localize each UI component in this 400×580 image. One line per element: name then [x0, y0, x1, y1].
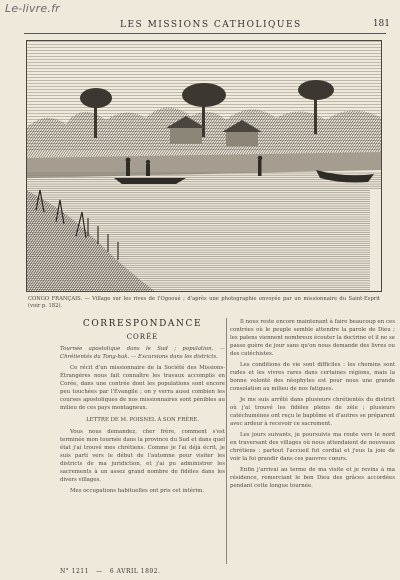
issue-number: N° 1211	[60, 568, 89, 575]
issue-date: 6 AVRIL 1892.	[109, 568, 161, 575]
left-column	[60, 318, 225, 498]
region-heading: CORÉE	[126, 333, 159, 341]
letter-heading: LETTRE DE M. POISNEL À SON FRÈRE.	[86, 417, 199, 423]
engraving-right-edge	[370, 190, 382, 292]
right-paragraph: Les jours suivants, je poursuivis ma route vers le nord en traversant des villages où nous attendaient de nouveaux chrétiens ; partout l'accueil fut cordial et j'eus la joie de voir la foi grandir dans ces pauvres cœurs.	[230, 432, 395, 462]
right-paragraph: Les conditions de vie sont difficiles : les chemins sont rudes et les vivres rares dans certaines régions, mais la bonne volonté des néophytes est pour nous une grande consolation au milieu de nos fatigues.	[230, 362, 395, 392]
article-intro: Ce récit d'un missionnaire de la Société des Missions-Étrangères nous fait connaître les travaux accomplis en Corée, dans une contrée dont les populations sont encore peu touchées par l'Évangile ; on y verra aussi combien les courses apostoliques de nos missionnaires sont pénibles au milieu de ces pays montagneux.	[60, 365, 225, 411]
page-footer: N° 1211 — 6 AVRIL 1892.	[60, 568, 161, 575]
column-divider	[226, 318, 227, 564]
header-rule	[24, 33, 386, 34]
page-number: 181	[372, 19, 390, 29]
right-paragraph: Enfin j'arrivai au terme de ma visite et je revins à ma résidence, remerciant le bon Dieu des grâces accordées pendant cette longue tournée.	[230, 467, 395, 489]
letter-tail: Mes occupations habituelles ont pris cet intérim.	[70, 488, 205, 494]
running-head: LES MISSIONS CATHOLIQUES	[120, 20, 302, 30]
watermark-logo: Le-livre.fr	[5, 2, 60, 15]
letter-body: Vous nous demandez, cher frère, comment s'est terminée mon tournée dans la province du Sud et dans quel état j'ai trouvé mes chrétiens. Comme je l'ai déjà écrit, je suis parti vers le début de l'automne pour visiter les districts de ma juridiction, et j'ai pu administrer les sacrements à un assez grand nombre de fidèles dans les divers villages.	[60, 429, 225, 483]
section-heading: CORRESPONDANCE	[82, 319, 203, 329]
right-paragraph: Je me suis arrêté dans plusieurs chrétientés du district où j'ai trouvé les fidèles pleins de zèle ; plusieurs catéchumènes ont reçu le baptême et d'autres se préparent avec ardeur à recevoir ce sacrement.	[230, 397, 395, 427]
article-summary: Tournée apostolique dans le Sud ; population. — Chrétientés du Tong-hak. — Excursions dans les districts.	[60, 346, 225, 360]
right-column	[230, 318, 395, 493]
engraving-illustration	[26, 40, 382, 292]
right-paragraph: Il nous reste encore maintenant à faire beaucoup en ces contrées où le peuple semble attendre la parole de Dieu ; les païens viennent nombreux écouter la doctrine et il ne se passe guère de jour sans qu'on nous demande des livres ou des catéchistes.	[230, 319, 395, 357]
illustration-caption: CONGO FRANÇAIS. — Village sur les rives de l'Ogooué ; d'après une photographie envoyée par un missionnaire du Saint-Esprit (voir p. 182).	[28, 296, 380, 309]
